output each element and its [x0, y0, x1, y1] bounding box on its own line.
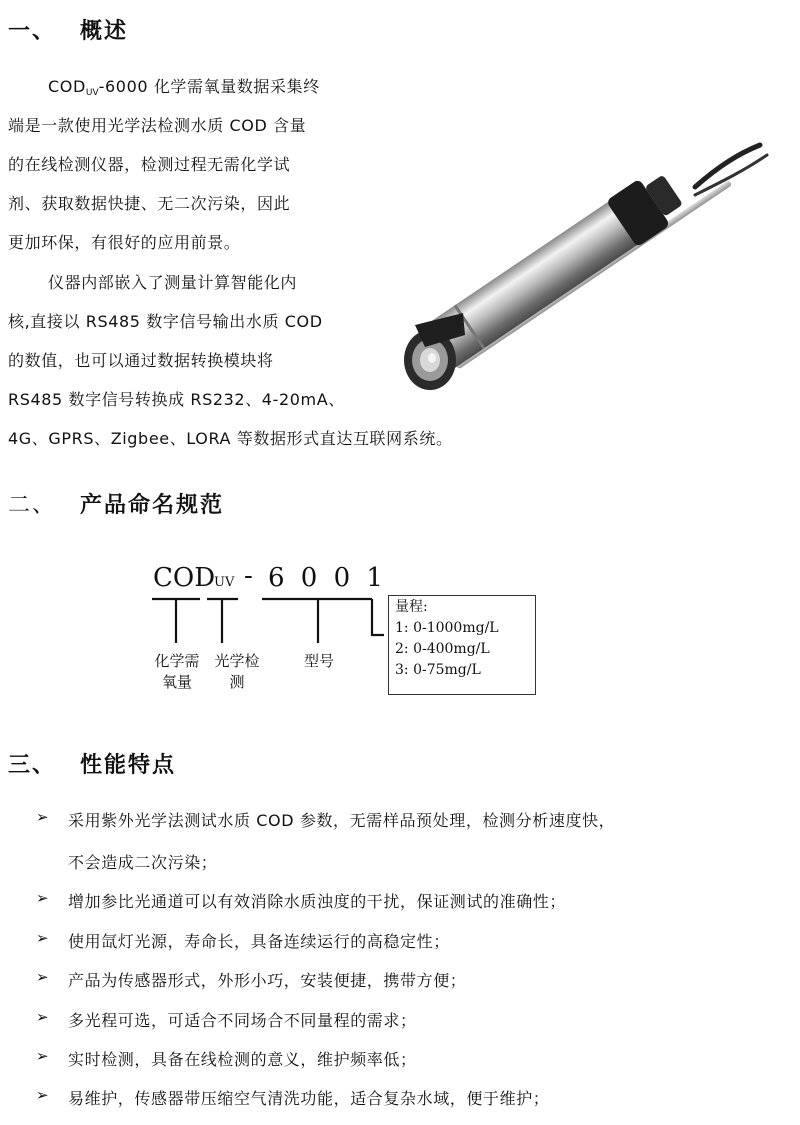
legend-item: 3: 0-75mg/L [395, 662, 481, 678]
label-text: 光学检 [214, 652, 260, 670]
code-part-dash: - [244, 561, 253, 591]
paragraph-text: -6000 化学需氧量数据采集终 [98, 77, 320, 96]
arrow-bullet-icon: ➢ [36, 808, 50, 826]
code-part-uv: UV [214, 575, 235, 590]
paragraph-line: 的在线检测仪器，检测过程无需化学试 [8, 155, 291, 174]
paragraph-line: 4G、GPRS、Zigbee、LORA 等数据形式直达互联网系统。 [8, 429, 453, 448]
model-subscript: UV [85, 88, 99, 98]
list-item-text: 多光程可选，可适合不同场合不同量程的需求； [68, 1011, 417, 1030]
overview-paragraph-1 [8, 77, 320, 272]
arrow-bullet-icon: ➢ [36, 968, 50, 986]
list-item-text: 实时检测，具备在线检测的意义，维护频率低； [68, 1050, 417, 1069]
section-title: 性能特点 [80, 753, 177, 778]
section-number: 二、 [8, 493, 57, 518]
label-model: 型号 [303, 652, 334, 670]
list-item-text: 易维护，传感器带压缩空气清洗功能，适合复杂水域，便于维护； [68, 1089, 550, 1108]
arrow-bullet-icon: ➢ [36, 889, 50, 907]
legend-title: 量程: [395, 599, 428, 615]
label-text: 氧量 [161, 673, 192, 691]
code-part-number: 6 0 0 1 [268, 563, 387, 593]
list-item-text: 产品为传感器形式，外形小巧，安装便捷，携带方便； [68, 971, 467, 990]
sensor-product-image [395, 135, 780, 395]
section-heading-overview [8, 14, 128, 45]
legend-item: 1: 0-1000mg/L [395, 620, 499, 636]
section-title: 概述 [80, 19, 129, 44]
paragraph-line [8, 77, 320, 116]
arrow-bullet-icon: ➢ [36, 1008, 50, 1026]
arrow-bullet-icon: ➢ [36, 929, 50, 947]
section-title: 产品命名规范 [80, 493, 225, 518]
naming-diagram [0, 555, 800, 705]
list-item-text: 增加参比光通道可以有效消除水质浊度的干扰，保证测试的准确性； [68, 892, 567, 911]
paragraph-line: 剂、获取数据快捷、无二次污染，因此 [8, 194, 291, 213]
paragraph-line: 更加环保，有很好的应用前景。 [8, 233, 241, 252]
paragraph-line: 核,直接以 RS485 数字信号输出水质 COD [8, 312, 323, 331]
paragraph-line: RS485 数字信号转换成 RS232、4-20mA、 [8, 390, 345, 409]
section-number: 一、 [8, 19, 57, 44]
range-legend-box [388, 595, 536, 695]
list-item-text: 不会造成二次污染； [68, 853, 218, 872]
model-name: COD [48, 77, 86, 96]
arrow-bullet-icon: ➢ [36, 1086, 50, 1104]
label-uv-meaning [208, 651, 266, 693]
label-cod-meaning [150, 651, 204, 693]
code-part-cod: COD [153, 563, 216, 593]
feature-list [0, 808, 800, 1108]
list-item-text: 采用紫外光学法测试水质 COD 参数，无需样品预处理，检测分析速度快， [68, 811, 616, 830]
section-heading-features [8, 748, 176, 779]
label-text: 测 [229, 673, 245, 691]
arrow-bullet-icon: ➢ [36, 1047, 50, 1065]
section-heading-naming [8, 488, 224, 519]
paragraph-line: 的数值，也可以通过数据转换模块将 [8, 351, 274, 370]
overview-paragraph-2 [8, 273, 453, 468]
label-text: 化学需 [154, 652, 200, 670]
paragraph-line: 仪器内部嵌入了测量计算智能化内 [48, 273, 298, 292]
legend-item: 2: 0-400mg/L [395, 641, 490, 657]
paragraph-line: 端是一款使用光学法检测水质 COD 含量 [8, 116, 307, 135]
list-item-text: 使用氙灯光源，寿命长，具备连续运行的高稳定性； [68, 932, 450, 951]
section-number: 三、 [8, 753, 57, 778]
